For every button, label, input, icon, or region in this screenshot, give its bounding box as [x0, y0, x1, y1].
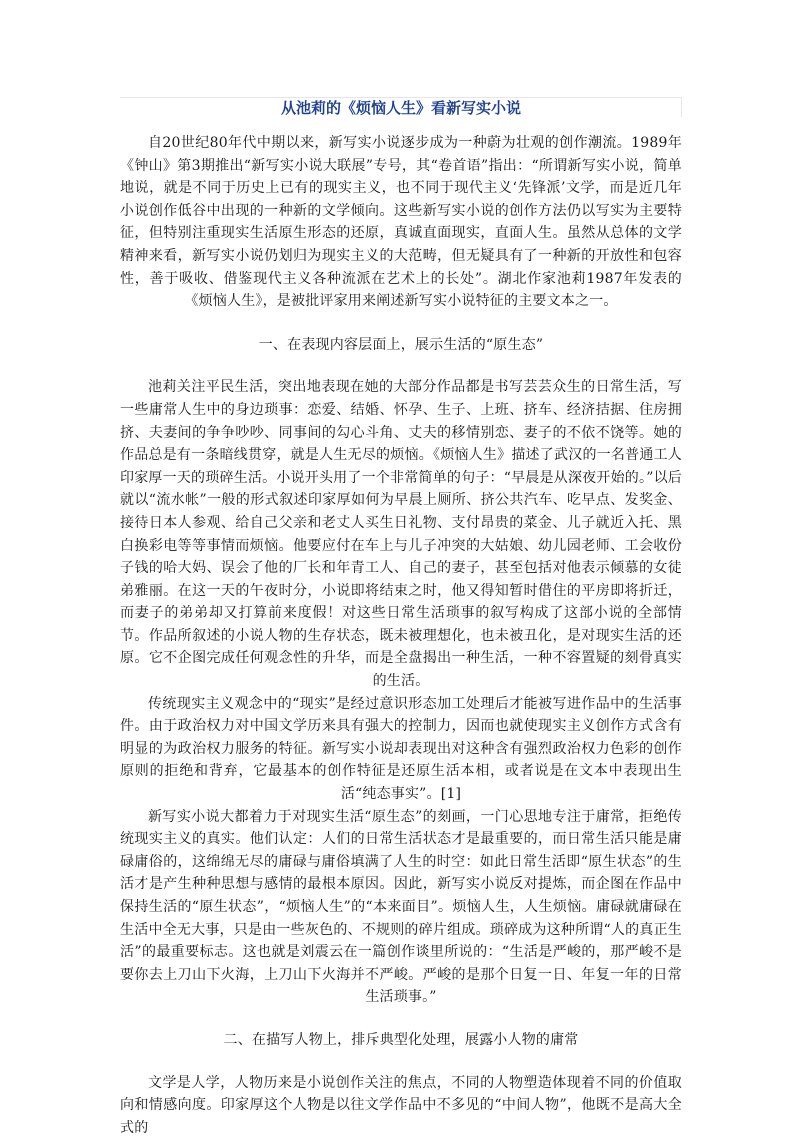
section-1-paragraph-1: 池莉关注平民生活，突出地表现在她的大部分作品都是书写芸芸众生的日常生活，写一些庸常人生中的身边琐事：恋爱、结婚、怀孕、生子、上班、挤车、经济拮据、住房拥挤、夫妻间的争争吵吵、同事间的勾心斗角、丈夫的移情别恋、妻子的不依不饶等。她的作品总是有一条暗线贯穿，就是人生无尽的烦恼。《烦恼人生》描述了武汉的一名普通工人印家厚一天的琐碎生活。小说开头用了一个非常简单的句子：“早晨是从深夜开始的。”以后就以“流水帐”一般的形式叙述印家厚如何为早晨上厕所、挤公共汽车、吃早点、发奖金、接待日本人参观、给自己父亲和老丈人买生日礼物、支付昂贵的菜金、儿子就近入托、黑白换彩电等等事情而烦恼。他要应付在车上与儿子冲突的大姑娘、幼儿园老师、工会收份子钱的哈大妈、误会了他的厂长和年青工人、自己的妻子，甚至包括对他表示倾慕的女徒弟雅丽。在这一天的午夜时分，小说即将结束之时，他又得知暂时借住的平房即将折迁，而妻子的弟弟却又打算前来度假！对这些日常生活琐事的叙写构成了这部小说的全部情节。作品所叙述的小说人物的生存状态，既未被理想化，也未被丑化，是对现实生活的还原。它不企图完成任何观念性的升华，而是全盘揭出一种生活，一种不容置疑的刻骨真实的生活。: [120, 379, 682, 690]
intro-paragraph: 自20世纪80年代中期以来，新写实小说逐步成为一种蔚为壮观的创作潮流。1989年《钟山》第3期推出“新写实小说大联展”专号，其“卷首语”指出：“所谓新写实小说，简单地说，就是不同于历史上已有的现实主义，也不同于现代主义‘先锋派’文学，而是近几年小说创作低谷中出现的一种新的文学倾向。这些新写实小说的创作方法仍以写实为主要特征，但特别注重现实生活原生形态的还原，真诚直面现实，直面人生。虽然从总体的文学精神来看，新写实小说仍划归为现实主义的大范畴，但无疑具有了一种新的开放性和包容性，善于吸收、借鉴现代主义各种流派在艺术上的长处”。湖北作家池莉1987年发表的《烦恼人生》，是被批评家用来阐述新写实小说特征的主要文本之一。: [120, 135, 682, 310]
section-1-heading: 一、在表现内容层面上，展示生活的“原生态”: [258, 336, 544, 353]
section-2-paragraph-1: 文学是人学，人物历来是小说创作关注的焦点，不同的人物塑造体现着不同的价值取向和情感向度。印家厚这个人物是以往文学作品中不多见的“中间人物”，他既不是高大全式的: [120, 1074, 682, 1136]
article-title: 从池莉的《烦恼人生》看新写实小说: [280, 99, 521, 117]
section-1-paragraph-2: 传统现实主义观念中的“现实”是经过意识形态加工处理后才能被写进作品中的生活事件。由于政治权力对中国文学历来具有强大的控制力，因而也就使现实主义创作方式含有明显的为政治权力服务的特征。新写实小说却表现出对这种含有强烈政治权力色彩的创作原则的拒绝和背弃，它最基本的创作特征是还原生活本相，或者说是在文本中表现出生活“纯态事实”。[1]: [120, 695, 682, 803]
document-page: [120, 98, 682, 1139]
section-2-heading: 二、在描写人物上，排斥典型化处理，展露小人物的庸常: [223, 1031, 579, 1048]
section-1-paragraph-3: 新写实小说大都着力于对现实生活“原生态”的刻画，一门心思地专注于庸常，拒绝传统现实主义的真实。他们认定：人们的日常生活状态才是最重要的，而日常生活只能是庸碌庸俗的，这绵绵无尽的庸碌与庸俗填满了人生的时空：如此日常生活即“原生状态”的生活才是产生种种思想与感情的最根本原因。因此，新写实小说反对提炼，而企图在作品中保持生活的“原生状态”，“烦恼人生”的“本来面目”。烦恼人生，人生烦恼。庸碌就庸碌在生活中全无大事，只是由一些灰色的、不规则的碎片组成。琐碎成为这种所谓“人的真正生活”的最重要标志。这也就是刘震云在一篇创作谈里所说的：“生活是严峻的，那严峻不是要你去上刀山下火海，上刀山下火海并不严峻。严峻的是那个日复一日、年复一年的日常生活琐事。”: [120, 808, 682, 1006]
